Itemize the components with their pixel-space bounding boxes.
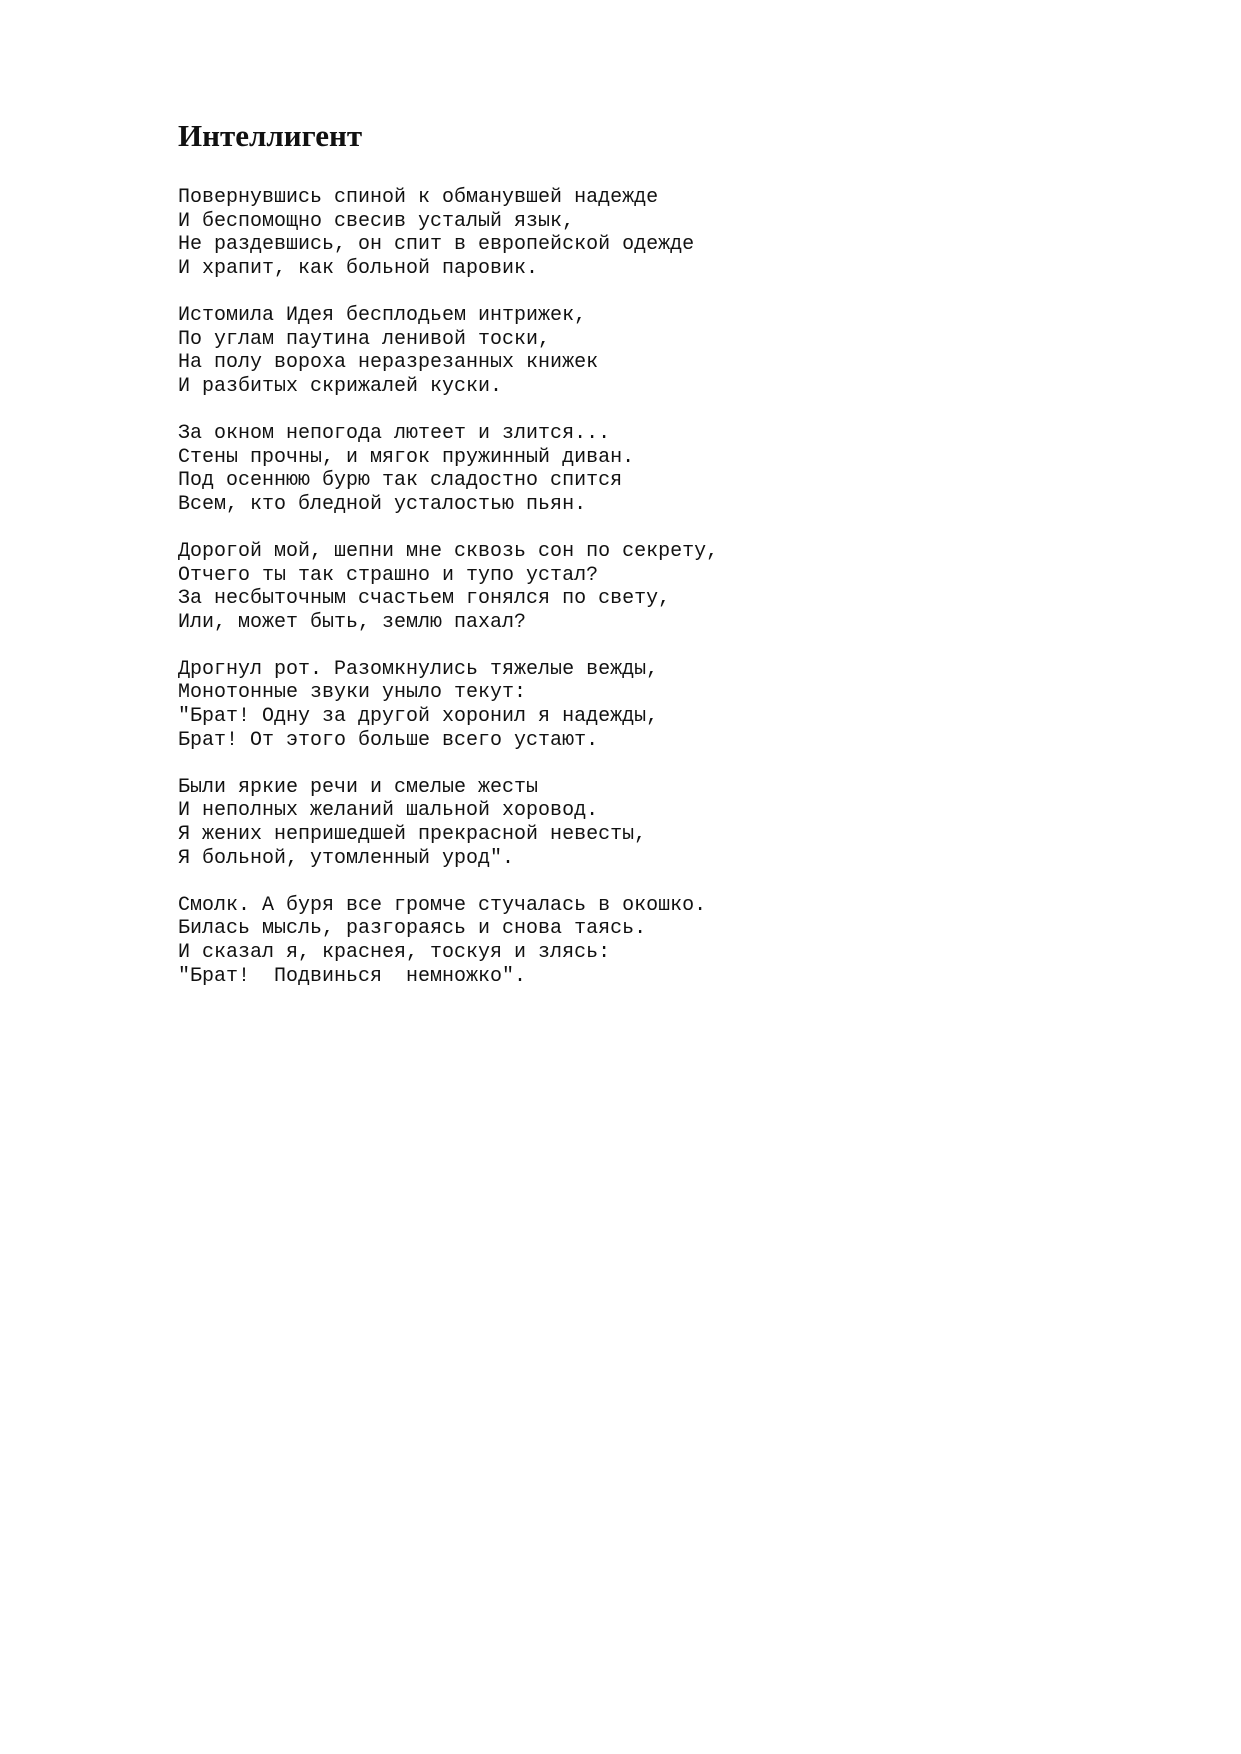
poem-line: Отчего ты так страшно и тупо устал?	[178, 563, 599, 587]
poem-line: И разбитых скрижалей куски.	[178, 374, 503, 398]
poem-line: Брат! От этого больше всего устают.	[178, 728, 599, 752]
poem-body	[178, 186, 718, 1012]
poem-line: Или, может быть, землю пахал?	[178, 610, 527, 634]
poem-line: Всем, кто бледной усталостью пьян.	[178, 492, 587, 516]
poem-line: И храпит, как больной паровик.	[178, 256, 539, 280]
poem-line: По углам паутина ленивой тоски,	[178, 327, 551, 351]
poem-line: За окном непогода лютеет и злится...	[178, 421, 611, 445]
poem-line: Монотонные звуки уныло текут:	[178, 681, 527, 705]
poem-line: Не раздевшись, он спит в европейской одежде	[178, 233, 695, 257]
poem-line: Билась мысль, разгораясь и снова таясь.	[178, 917, 647, 941]
stanza-5	[178, 658, 718, 752]
poem-line: За несбыточным счастьем гонялся по свету,	[178, 587, 671, 611]
stanza-6	[178, 776, 718, 870]
poem-line: Были яркие речи и смелые жесты	[178, 775, 539, 799]
poem-line: Стены прочны, и мягок пружинный диван.	[178, 445, 635, 469]
poem-line: На полу вороха неразрезанных книжек	[178, 351, 599, 375]
stanza-3	[178, 422, 718, 516]
poem-line: И неполных желаний шальной хоровод.	[178, 799, 599, 823]
stanza-2	[178, 304, 718, 398]
stanza-4	[178, 540, 718, 634]
poem-line: Истомила Идея бесплодьем интрижек,	[178, 303, 587, 327]
poem-line: "Брат! Подвинься немножко".	[178, 964, 527, 988]
stanza-7	[178, 894, 718, 988]
poem-line: Под осеннюю бурю так сладостно спится	[178, 469, 623, 493]
poem-line: "Брат! Одну за другой хоронил я надежды,	[178, 705, 659, 729]
poem-line: Смолк. А буря все громче стучалась в окошко.	[178, 893, 707, 917]
poem-line: И сказал я, краснея, тоскуя и злясь:	[178, 941, 611, 964]
poem-line: Я жених непришедшей прекрасной невесты,	[178, 823, 647, 847]
poem-line: И беспомощно свесив усталый язык,	[178, 209, 575, 233]
poem-line: Повернувшись спиной к обманувшей надежде	[178, 186, 659, 209]
poem-line: Я больной, утомленный урод".	[178, 846, 515, 870]
stanza-1	[178, 186, 718, 280]
poem-line: Дорогой мой, шепни мне сквозь сон по секрету,	[178, 539, 719, 563]
poem-title: Интеллигент	[178, 118, 363, 153]
poem-line: Дрогнул рот. Разомкнулись тяжелые вежды,	[178, 657, 659, 681]
